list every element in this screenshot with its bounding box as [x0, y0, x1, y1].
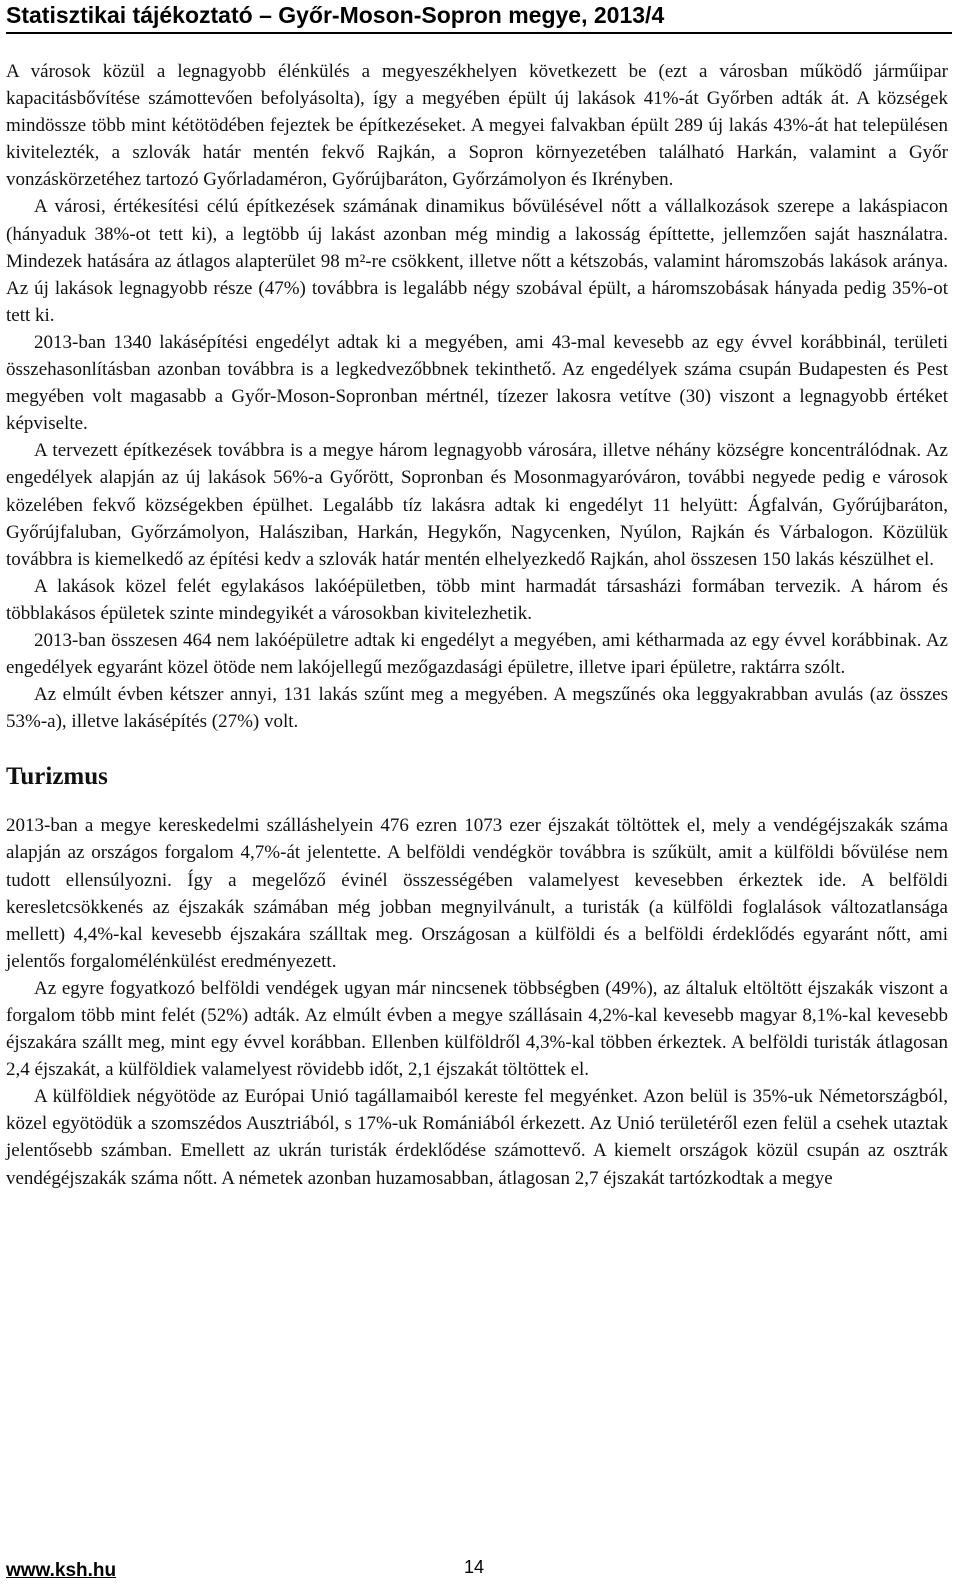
paragraph: Az egyre fogyatkozó belföldi vendégek ugyan már nincsenek többségben (49%), az általuk eltöltött éjszakák viszont a forgalom több mint felét (52%) adták. Az elmúlt évben a megye szállásain 4,2%-kal kevesebb magyar 8,1%-kal kevesebb éjszakára szállt meg, mint egy évvel korábban. Ellenben külföldről 4,3%-kal többen érkeztek. A belföldi turisták átlagosan 2,4 éjszakát, a külföldiek valamelyest rövidebb időt, 2,1 éjszakát töltöttek el. [6, 977, 948, 1081]
paragraph: A tervezett építkezések továbbra is a megye három legnagyobb városára, illetve néhány községre koncentrálódnak. Az engedélyek alapján az új lakások 56%-a Győrött, Sopronban és Mosonmagyaróváron, további negyede pedig e városok közelében fekvő községekben épülhet. Legalább tíz lakásra adtak ki engedélyt 11 helyütt: Ágfalván, Győrújbaráton, Győrújfaluban, Győrzámolyon, Halásziban, Harkán, Hegykőn, Nagycenken, Nyúlon, Rajkán és Várbalogon. Közülük továbbra is kiemelkedő az építési kedv a szlovák határ mentén elhelyezkedő Rajkán, ahol összesen 150 lakás készülhet el. [6, 440, 948, 570]
section-heading: Turizmus [6, 763, 108, 791]
paragraph: A városok közül a legnagyobb élénkülés a megyeszékhelyen következett be (ezt a városban működő járműipar kapacitásbővítése számottevően befolyásolta), így a megyében épült új lakások 41%-át Győrben adták át. A községek mindössze több mint kétötödében fejeztek be építkezéseket. A megyei falvakban épült 289 új lakás 43%-át hat településen kivitelezték, a szlovák határ mentén fekvő Rajkán, a Sopron környezetében található Harkán, valamint a Győr vonzáskörzetéhez tartozó Győrladaméron, Győrújbaráton, Győrzámolyon és Ikrényben. [6, 61, 948, 191]
paragraph: 2013-ban a megye kereskedelmi szálláshelyein 476 ezren 1073 ezer éjszakát töltöttek el, mely a vendégéjszakák száma alapján az országos forgalom 4,7%-át jelentette. A belföldi vendégkör továbbra is szűkült, amit a külföldi bővülése nem tudott ellensúlyozni. Így a megelőző évinél összességében valamelyest kevesebben érkeztek ide. A belföldi keresletcsökkenés az éjszakák számában még jobban megnyilvánult, a turisták (a külföldi foglalások változatlansága mellett) 4,4%-kal kevesebb éjszakára szálltak meg. Országosan a külföldi és a belföldi érdeklődés egyaránt nőtt, ami jelentős forgalomélénkülést eredményezett. [6, 815, 948, 972]
paragraph: A városi, értékesítési célú építkezések számának dinamikus bővülésével nőtt a vállalkozások szerepe a lakáspiacon (hányaduk 38%-ot tett ki), a legtöbb új lakást azonban még mindig a lakosság építtette, jellemzően saját használatra. Mindezek hatására az átlagos alapterület 98 m²-re csökkent, illetve nőtt a kétszobás, valamint háromszobás lakások aránya. Az új lakások legnagyobb része (47%) továbbra is legalább négy szobával épült, a háromszobásak hányada pedig 35%-ot tett ki. [6, 196, 948, 326]
footer-website-link[interactable]: www.ksh.hu [6, 1560, 117, 1581]
paragraph: A lakások közel felét egylakásos lakóépületben, több mint harmadát társasházi formában tervezik. A három és többlakásos épületek szinte mindegyikét a városokban kivitelezhetik. [6, 575, 948, 624]
page-header [6, 0, 952, 34]
main-content [6, 58, 948, 1192]
page-number: 14 [464, 1557, 485, 1577]
paragraph: Az elmúlt évben kétszer annyi, 131 lakás szűnt meg a megyében. A megszűnés oka leggyakrabban avulás (az összes 53%-a), illetve lakásépítés (27%) volt. [6, 684, 948, 733]
paragraph: A külföldiek négyötöde az Európai Unió tagállamaiból kereste fel megyénket. Azon belül is 35%-uk Németországból, közel egyötödük a szomszédos Ausztriából, s 17%-uk Romániából érkezett. Az Unió területéről ezen felül a csehek utaztak jelentősebb számban. Emellett az ukrán turisták érdeklődése számottevő. A kiemelt országok közül csupán az osztrák vendégéjszakák száma nőtt. A németek azonban huzamosabban, átlagosan 2,7 éjszakát tartózkodtak a megye [6, 1086, 948, 1189]
paragraph: 2013-ban összesen 464 nem lakóépületre adtak ki engedélyt a megyében, ami kétharmada az egy évvel korábbinak. Az engedélyek egyaránt közel ötöde nem lakójellegű mezőgazdasági épületre, illetve ipari épületre, raktárra szólt. [6, 629, 948, 679]
header-title: Statisztikai tájékoztató – Győr-Moson-Sopron megye, 2013/4 [6, 2, 665, 28]
paragraph: 2013-ban 1340 lakásépítési engedélyt adtak ki a megyében, ami 43-mal kevesebb az egy évvel korábbinál, területi összehasonlításban azonban továbbra is a legkedvezőbbnek tekinthető. Az engedélyek száma csupán Budapesten és Pest megyében volt magasabb a Győr-Moson-Sopronban mértnél, tízezer lakosra vetítve (30) viszont a legnagyobb értéket képviselte. [6, 331, 948, 435]
